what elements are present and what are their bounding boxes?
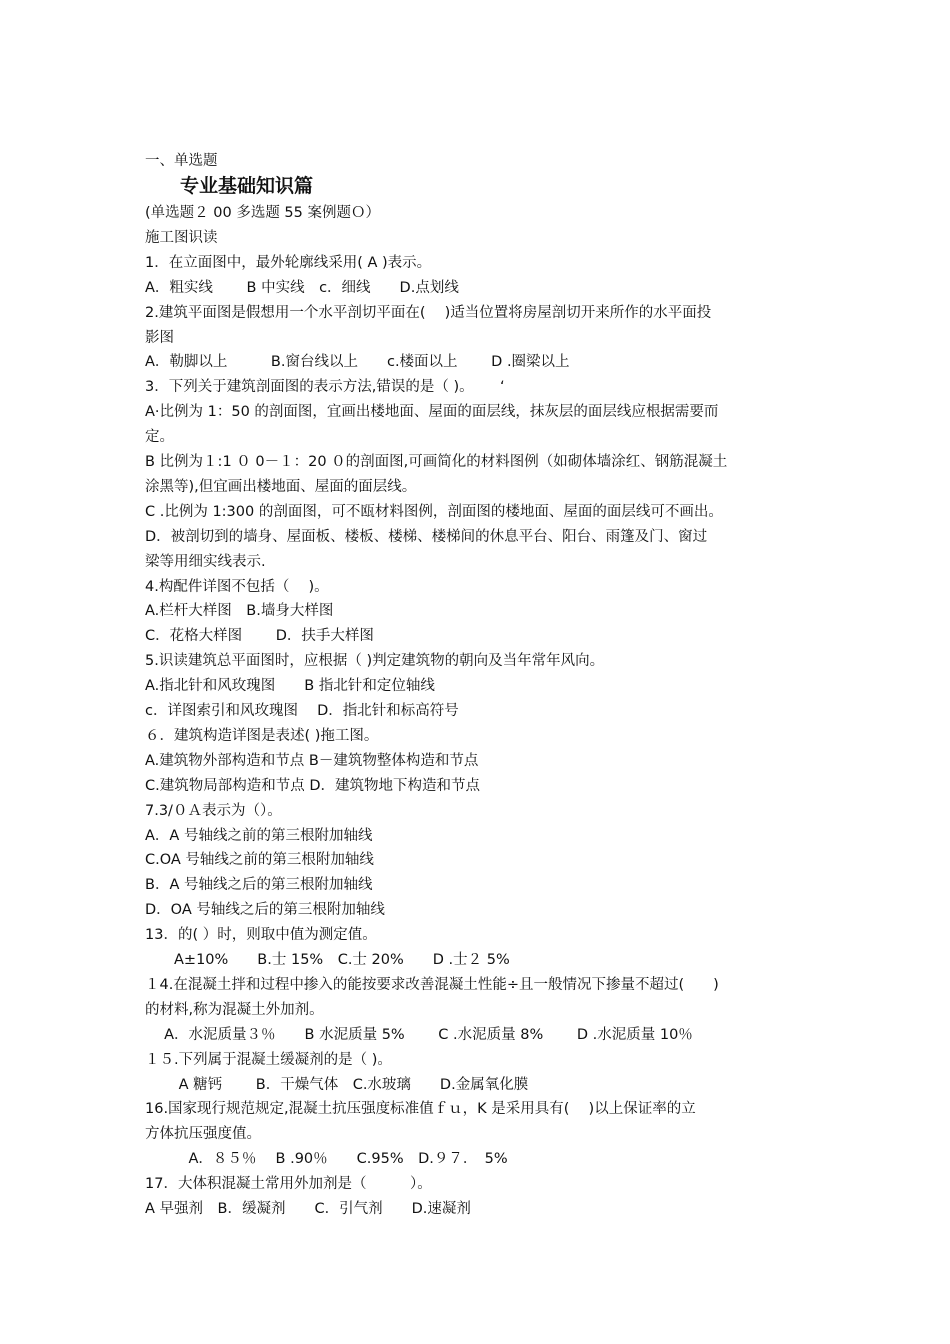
text-line: 施工图识读 — [145, 229, 218, 246]
text-line: 16.国家现行规范规定,混凝土抗压强度标准值ｆｕ，K 是采用具有( )以上保证率的立 — [145, 1101, 696, 1118]
text-line: A 糖钙 B．干燥气体 C.水玻璃 D.金属氧化膜 — [145, 1076, 529, 1093]
text-line: C．花格大样图 D．扶手大样图 — [145, 628, 374, 645]
text-line: 影图 — [145, 329, 174, 346]
text-line: 梁等用细实线表示. — [145, 553, 266, 570]
text-line: 的材料,称为混凝土外加剂。 — [145, 1001, 324, 1018]
text-line: 17．大体积混凝土常用外加剂是（ ）。 — [145, 1176, 432, 1193]
text-line: (单选题２ 00 多选题 55 案例题Ｏ） — [145, 205, 380, 221]
text-line: 2.建筑平面图是假想用一个水平剖切平面在( )适当位置将房屋剖切开来所作的水平面投 — [145, 304, 712, 321]
text-line: ６．建筑构造详图是表述( )拖工图。 — [145, 727, 379, 744]
text-line: 5.识读建筑总平面图时，应根据（ )判定建筑物的朝向及当年常年风向。 — [145, 653, 605, 670]
text-line: A.指北针和风玫瑰图 B 指北针和定位轴线 — [145, 678, 435, 695]
text-line: 1．在立面图中，最外轮廓线采用( A )表示。 — [145, 254, 432, 271]
text-line: 方体抗压强度值。 — [145, 1126, 261, 1143]
text-line: 定。 — [145, 429, 174, 446]
text-line: A．勒脚以上 B.窗台线以上 c.楼面以上 D .圈梁以上 — [145, 354, 570, 371]
text-line: A±10% B.士 15% C.士 20% D .士２ 5% — [145, 952, 510, 968]
text-line: c．详图索引和风玫瑰图 D．指北针和标高符号 — [145, 703, 459, 719]
text-line: A·比例为 1：50 的剖面图，宜画出楼地面、屋面的面层线，抹灰层的面层线应根据需要而 — [145, 404, 719, 421]
text-line: C.建筑物局部构造和节点 D．建筑物地下构造和节点 — [145, 777, 481, 794]
text-line: 3．下列关于建筑剖面图的表示方法,错误的是（ )。 ‘ — [145, 379, 505, 396]
text-line: D．被剖切到的墙身、屋面板、楼板、楼梯、楼梯间的休息平台、阳台、雨篷及门、窗过 — [145, 528, 708, 545]
section-heading: 一、单选题 — [145, 153, 218, 169]
text-line: C.OA 号轴线之前的第三根附加轴线 — [145, 852, 374, 869]
text-line: 13．的( ）时，则取中值为测定值。 — [145, 927, 377, 944]
text-line: 4.构配件详图不包括（ )。 — [145, 578, 329, 595]
text-line: A．８５％ B .90％ C.95% D.９７． 5% — [145, 1151, 508, 1168]
text-line: １4.在混凝土拌和过程中掺入的能按要求改善混凝土性能÷且一般情况下掺量不超过( ) — [145, 976, 719, 993]
text-line: A．粗实线 B 中实线 c．细线 D.点划线 — [145, 279, 459, 296]
text-line: B 比例为１:1 ０ 0－１：20 ０的剖面图,可画简化的材料图例（如砌体墙涂红、钢筋混凝土 — [145, 454, 728, 470]
text-line: 涂黑等),但宜画出楼地面、屋面的面层线。 — [145, 478, 417, 495]
text-line: A 早强剂 B．缓凝剂 C．引气剂 D.速凝剂 — [145, 1201, 471, 1217]
text-line: D．OA 号轴线之后的第三根附加轴线 — [145, 902, 385, 919]
text-line: A．水泥质量３％ B 水泥质量 5% C .水泥质量 8% D .水泥质量 10％ — [145, 1026, 693, 1043]
text-line: A．A 号轴线之前的第三根附加轴线 — [145, 827, 373, 844]
text-line: C .比例为 1:300 的剖面图，可不瓯材料图例，剖面图的楼地面、屋面的面层线可不画出。 — [145, 503, 723, 520]
text-line: A.建筑物外部构造和节点 B－建筑物整体构造和节点 — [145, 752, 479, 769]
text-line: B．A 号轴线之后的第三根附加轴线 — [145, 877, 373, 894]
document-title: 专业基础知识篇 — [180, 175, 314, 197]
text-line: 7.3/０Ａ表示为（）。 — [145, 802, 282, 819]
text-line: １５.下列属于混凝土缓凝剂的是（ )。 — [145, 1051, 392, 1068]
text-line: A.栏杆大样图 B.墙身大样图 — [145, 603, 334, 620]
